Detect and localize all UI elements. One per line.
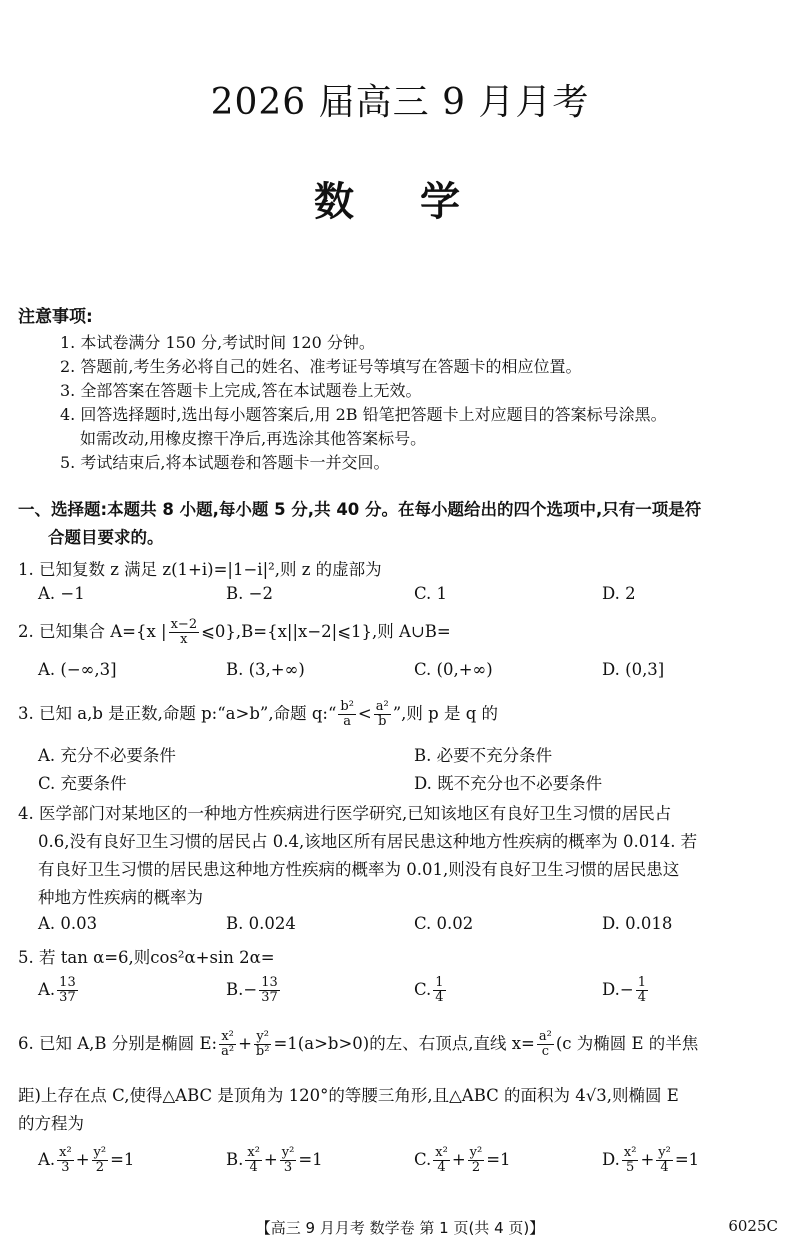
frac-den: 37 bbox=[261, 990, 278, 1005]
q2-option-a: A. (−∞,3] bbox=[38, 660, 117, 679]
frac-num: x² bbox=[247, 1145, 260, 1160]
q5-option-a bbox=[38, 976, 80, 1005]
frac-den: 4 bbox=[637, 990, 646, 1005]
frac-num: y² bbox=[469, 1145, 483, 1160]
frac-den: 4 bbox=[437, 1160, 446, 1175]
q6-d-frac2 bbox=[656, 1146, 673, 1175]
q2-stem-text: 2. 已知集合 A= bbox=[18, 622, 136, 641]
frac-den: c bbox=[541, 1044, 549, 1059]
opt-tail: =1 bbox=[110, 1150, 135, 1169]
page-footer: 【高三 9 月月考 数学卷 第 1 页(共 4 页)】 bbox=[255, 1219, 545, 1237]
frac-num: x² bbox=[435, 1145, 448, 1160]
q1-option-d: D. 2 bbox=[602, 584, 636, 603]
q2-option-d: D. (0,3] bbox=[602, 660, 665, 679]
q6-plus: + bbox=[238, 1034, 252, 1053]
q2-set-right: ⩽0},B={x||x−2|⩽1},则 A∪B= bbox=[201, 622, 451, 641]
q6-frac-x bbox=[219, 1030, 236, 1059]
frac-den: 2 bbox=[471, 1160, 481, 1175]
question-6-line: 距)上存在点 C,使得△ABC 是顶角为 120°的等腰三角形,且△ABC 的面积为 4√3,则椭圆 E bbox=[18, 1086, 679, 1105]
q6-option-b: B. $\frac{\text{x²}}{4}$ + $\frac{\text{y²}}{3}$ =1 bbox=[226, 1145, 323, 1175]
opt-label: B. bbox=[226, 980, 244, 999]
frac-den: 2 bbox=[95, 1160, 104, 1175]
opt-label: D. bbox=[602, 1150, 620, 1169]
question-6-stem bbox=[18, 1030, 698, 1059]
notice-item: 4. 回答选择题时,选出每小题答案后,用 2B 铅笔把答题卡上对应题目的答案标号涂黑。 bbox=[60, 405, 667, 424]
frac-num: 1 bbox=[435, 975, 444, 990]
opt-sign: − bbox=[619, 980, 634, 999]
q6-frac-line bbox=[537, 1030, 554, 1059]
q1-option-b: B. −2 bbox=[226, 584, 273, 603]
q6-stem-b: =1(a>b>0)的左、右顶点,直线 x= bbox=[273, 1034, 535, 1053]
section-heading bbox=[18, 496, 788, 552]
q3-less-than: < bbox=[357, 704, 372, 723]
question-2-stem bbox=[18, 618, 451, 647]
q2-set-left: {x | bbox=[135, 622, 167, 641]
q5-option-c bbox=[414, 976, 448, 1005]
q2-option-c: C. (0,+∞) bbox=[414, 660, 493, 679]
frac-den: 37 bbox=[59, 990, 76, 1005]
frac-num: b² bbox=[340, 699, 354, 714]
frac-num: x² bbox=[59, 1145, 72, 1160]
frac-den: a bbox=[343, 714, 352, 729]
question-4-line: 4. 医学部门对某地区的一种地方性疾病进行医学研究,已知该地区有良好卫生习惯的居民占 bbox=[18, 804, 672, 823]
frac-den: x bbox=[180, 632, 188, 647]
q6-option-d: D. $\frac{\text{x²}}{5}$ + $\frac{\text{y²}}{4}$ =1 bbox=[602, 1145, 700, 1175]
question-3-stem bbox=[18, 700, 498, 729]
frac-num: x−2 bbox=[170, 617, 198, 632]
notice-heading: 注意事项: bbox=[18, 307, 93, 327]
q5-c-fraction bbox=[433, 976, 445, 1005]
q4-option-b: B. 0.024 bbox=[226, 914, 296, 933]
q3-option-c: C. 充要条件 bbox=[38, 774, 127, 793]
q3-option-a: A. 充分不必要条件 bbox=[38, 746, 176, 765]
section-line: 一、选择题:本题共 8 小题,每小题 5 分,共 40 分。在每小题给出的四个选项中,只有一项是符 bbox=[18, 500, 702, 519]
frac-num: y² bbox=[658, 1145, 671, 1160]
frac-den: b² bbox=[255, 1044, 270, 1059]
frac-num: x² bbox=[219, 1030, 236, 1045]
frac-num: y² bbox=[93, 1145, 107, 1160]
opt-sign: − bbox=[243, 980, 258, 999]
q3-stem-a: 3. 已知 a,b 是正数,命题 p:“a>b”,命题 q:“ bbox=[18, 704, 337, 723]
opt-tail: =1 bbox=[486, 1150, 511, 1169]
q2-fraction bbox=[169, 618, 200, 647]
opt-tail: =1 bbox=[298, 1150, 323, 1169]
frac-den: 4 bbox=[435, 990, 444, 1005]
q6-stem-c: (c 为椭圆 E 的半焦 bbox=[555, 1034, 699, 1053]
frac-num: x² bbox=[623, 1145, 637, 1160]
q5-a-fraction bbox=[57, 976, 78, 1005]
opt-label: C. bbox=[414, 980, 432, 999]
q6-a-frac1 bbox=[57, 1146, 74, 1175]
notice-item: 2. 答题前,考生务必将自己的姓名、准考证号等填写在答题卡的相应位置。 bbox=[60, 357, 582, 376]
q4-option-a: A. 0.03 bbox=[38, 914, 98, 933]
q4-option-d: D. 0.018 bbox=[602, 914, 673, 933]
q3-option-d: D. 既不充分也不必要条件 bbox=[414, 774, 603, 793]
q4-option-c: C. 0.02 bbox=[414, 914, 474, 933]
subject-title: 数 学 bbox=[314, 179, 486, 225]
paper-code: 6025C bbox=[728, 1217, 778, 1235]
notice-item: 如需改动,用橡皮擦干净后,再选涂其他答案标号。 bbox=[80, 429, 427, 448]
q3-stem-b: ”,则 p 是 q 的 bbox=[392, 704, 499, 723]
q5-option-d bbox=[602, 976, 650, 1005]
opt-label: C. bbox=[414, 1150, 432, 1169]
frac-num: 13 bbox=[261, 975, 278, 990]
q6-b-frac1 bbox=[245, 1146, 262, 1175]
q6-frac-y bbox=[254, 1030, 272, 1059]
q2-option-b: B. (3,+∞) bbox=[226, 660, 305, 679]
frac-num: a² bbox=[538, 1029, 552, 1044]
q6-b-frac2 bbox=[280, 1146, 297, 1175]
frac-den: 3 bbox=[283, 1160, 293, 1175]
notice-item: 3. 全部答案在答题卡上完成,答在本试题卷上无效。 bbox=[60, 381, 422, 400]
frac-den: b bbox=[378, 714, 387, 729]
frac-num: y² bbox=[254, 1030, 272, 1045]
q6-option-a: A. $\frac{\text{x²}}{3}$ + $\frac{\text{y²}}{2}$ =1 bbox=[38, 1145, 135, 1175]
q3-fraction-2 bbox=[374, 700, 391, 729]
q6-c-frac1 bbox=[433, 1146, 450, 1175]
frac-num: 13 bbox=[59, 975, 76, 990]
question-4-line: 0.6,没有良好卫生习惯的居民占 0.4,该地区所有居民患这种地方性疾病的概率为 0.014. 若 bbox=[38, 832, 698, 851]
q6-a-frac2 bbox=[92, 1146, 109, 1175]
opt-label: A. bbox=[38, 1150, 56, 1169]
q5-d-fraction bbox=[636, 976, 648, 1005]
frac-den: 3 bbox=[61, 1160, 70, 1175]
frac-den: 5 bbox=[626, 1160, 635, 1175]
q3-fraction-1 bbox=[338, 700, 356, 729]
q6-c-frac2 bbox=[468, 1146, 485, 1175]
frac-num: y² bbox=[281, 1145, 295, 1160]
q6-stem-a: 6. 已知 A,B 分别是椭圆 E: bbox=[18, 1034, 218, 1053]
frac-den: a² bbox=[221, 1044, 235, 1059]
frac-num: a² bbox=[375, 699, 389, 714]
frac-den: 4 bbox=[249, 1160, 258, 1175]
question-5-stem: 5. 若 tan α=6,则cos²α+sin 2α= bbox=[18, 948, 275, 967]
q6-option-c: C. $\frac{\text{x²}}{4}$ + $\frac{\text{y²}}{2}$ =1 bbox=[414, 1145, 511, 1175]
question-4-line: 种地方性疾病的概率为 bbox=[38, 888, 203, 907]
opt-label: B. bbox=[226, 1150, 244, 1169]
opt-label: D. bbox=[602, 980, 620, 999]
exam-title: 2026 届高三 9 月月考 bbox=[210, 82, 590, 123]
question-4-line: 有良好卫生习惯的居民患这种地方性疾病的概率为 0.01,则没有良好卫生习惯的居民患这 bbox=[38, 860, 680, 879]
question-1-stem: 1. 已知复数 z 满足 z(1+i)=|1−i|²,则 z 的虚部为 bbox=[18, 560, 382, 579]
q5-option-b bbox=[226, 976, 282, 1005]
question-6-line: 的方程为 bbox=[18, 1114, 84, 1133]
q1-option-a: A. −1 bbox=[38, 584, 85, 603]
frac-den: 4 bbox=[660, 1160, 669, 1175]
frac-num: 1 bbox=[637, 975, 646, 990]
q1-option-c: C. 1 bbox=[414, 584, 448, 603]
notice-item: 1. 本试卷满分 150 分,考试时间 120 分钟。 bbox=[60, 333, 375, 352]
opt-label: A. bbox=[38, 980, 56, 999]
q3-option-b: B. 必要不充分条件 bbox=[414, 746, 553, 765]
section-line: 合题目要求的。 bbox=[48, 528, 164, 547]
q6-d-frac1 bbox=[622, 1146, 639, 1175]
opt-tail: =1 bbox=[674, 1150, 700, 1169]
notice-item: 5. 考试结束后,将本试题卷和答题卡一并交回。 bbox=[60, 453, 390, 472]
q5-b-fraction bbox=[259, 976, 280, 1005]
